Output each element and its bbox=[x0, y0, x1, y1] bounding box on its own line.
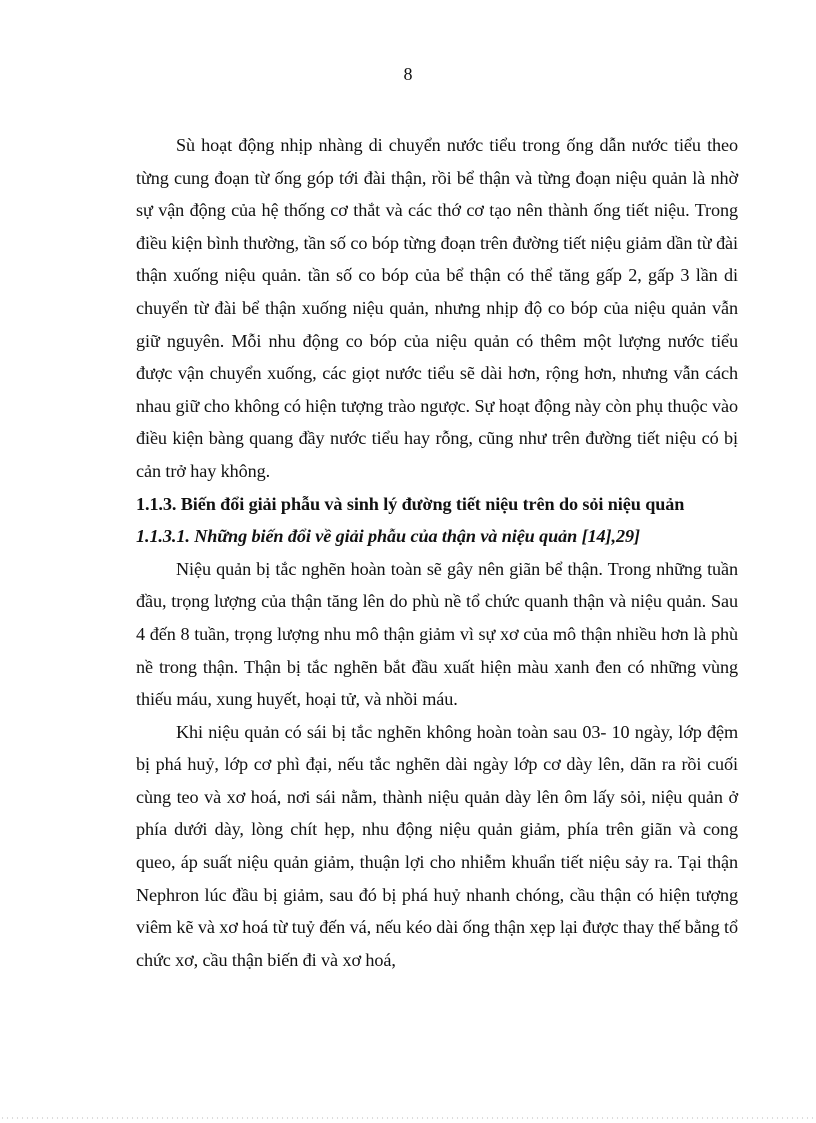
page-number: 8 bbox=[403, 64, 413, 84]
paragraph-urine-transport: Sù hoạt động nhịp nhàng di chuyển nước tiểu trong ống dẫn nước tiểu theo từng cung đoạn từ ống góp tới đài thận, rồi bể thận và từng đoạn niệu quản là nhờ sự vận động của hệ thống cơ thắt và các thớ cơ tạo nên thành ống tiết niệu. Trong điều kiện bình thường, tần số co bóp từng đoạn trên đường tiết niệu giảm dần từ đài thận xuống niệu quản. tần số co bóp của bể thận có thể tăng gấp 2, gấp 3 lần di chuyển từ đài bể thận xuống niệu quản, nhưng nhịp độ co bóp của niệu quản vẫn giữ nguyên. Mỗi nhu động co bóp của niệu quản có thêm một lượng nước tiểu được vận chuyển xuống, các giọt nước tiểu sẽ dài hơn, rộng hơn, nhưng vẫn cách nhau giữ cho không có hiện tượng trào ngược. Sự hoạt động này còn phụ thuộc vào điều kiện bàng quang đầy nước tiểu hay rỗng, cũng như trên đường tiết niệu có bị cản trở hay không. bbox=[136, 135, 738, 481]
section-heading: 1.1.3. Biến đổi giải phẫu và sinh lý đường tiết niệu trên do sỏi niệu quản bbox=[136, 493, 685, 514]
subsection-heading: 1.1.3.1. Những biến đổi về giải phẫu của thận và niệu quản [14],29] bbox=[136, 526, 640, 547]
paragraph-partial-obstruction: Khi niệu quản có sái bị tắc nghẽn không hoàn toàn sau 03- 10 ngày, lớp đệm bị phá huỷ, lớp cơ phì đại, nếu tắc nghẽn dài ngày lớp cơ dày lên, dãn ra rồi cuối cùng teo và xơ hoá, nơi sái nằm, thành niệu quản dày lên ôm lấy sỏi, niệu quản ở phía dưới dày, lòng chít hẹp, nhu động niệu quản giảm, phía trên giãn và cong queo, áp suất niệu quản giảm, thuận lợi cho nhiễm khuẩn tiết niệu sảy ra. Tại thận Nephron lúc đầu bị giảm, sau đó bị phá huỷ nhanh chóng, cầu thận có hiện tượng viêm kẽ và xơ hoá từ tuỷ đến vá, nếu kéo dài ống thận xẹp lại được thay thế bằng tổ chức xơ, cầu thận biến đi và xơ hoá, bbox=[136, 721, 738, 970]
paragraph-complete-obstruction: Niệu quản bị tắc nghẽn hoàn toàn sẽ gây nên giãn bể thận. Trong những tuần đầu, trọng lượng của thận tăng lên do phù nề tổ chức quanh thận và niệu quản. Sau 4 đến 8 tuần, trọng lượng nhu mô thận giảm vì sự xơ của mô thận nhiều hơn là phù nề trong thận. Thận bị tắc nghẽn bắt đầu xuất hiện màu xanh đen có những vùng thiếu máu, xung huyết, hoại tử, và nhồi máu. bbox=[136, 558, 738, 710]
document-body bbox=[136, 129, 738, 976]
page-bottom-dotted-border bbox=[0, 1117, 816, 1119]
